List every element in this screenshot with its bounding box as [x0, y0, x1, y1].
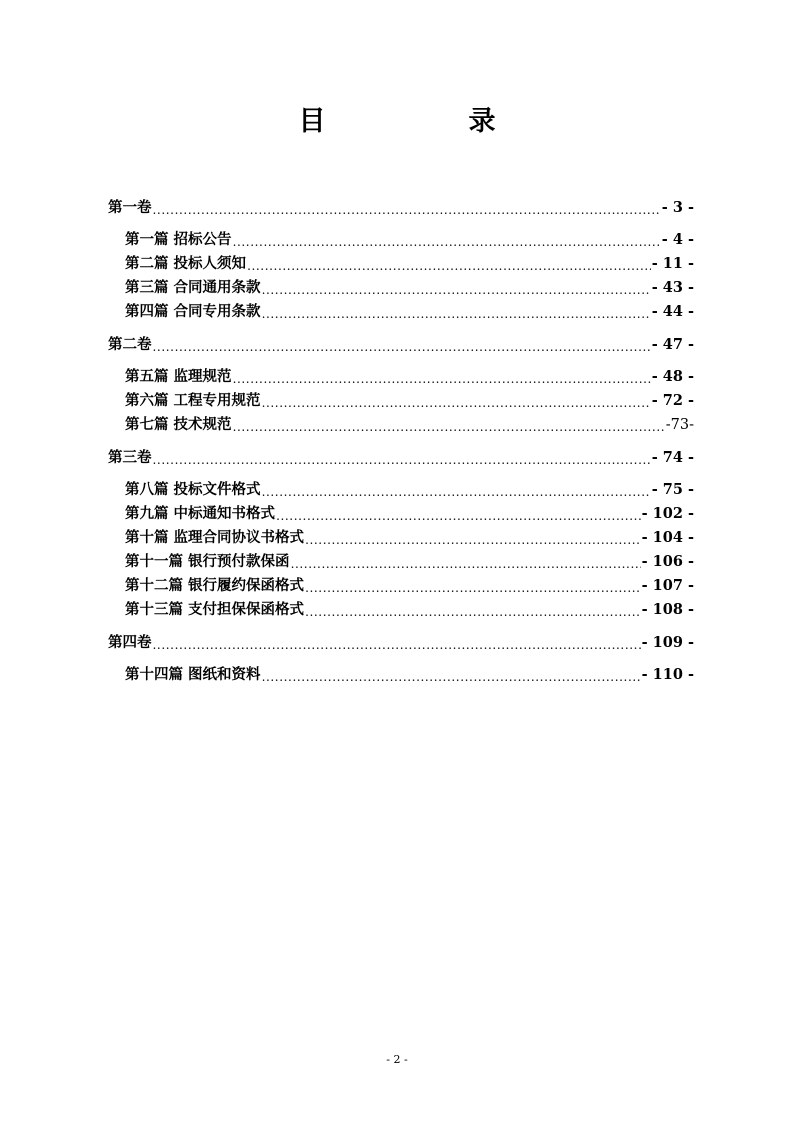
toc-entry-volume-3[interactable]: [108, 448, 694, 468]
toc-entry-page: -73-: [665, 417, 694, 433]
toc-entry-label: 第十三篇 支付担保保函格式: [125, 601, 305, 618]
toc-entry-label: 第八篇 投标文件格式: [125, 481, 261, 498]
toc-entry-part-1[interactable]: [125, 230, 694, 250]
toc-entry-page: - 106 -: [641, 553, 694, 570]
toc-entry-label: 第七篇 技术规范: [125, 416, 232, 433]
toc-entry-page: - 11 -: [651, 255, 694, 272]
toc-leader-dots: [233, 415, 665, 435]
toc-leader-dots: [153, 633, 641, 653]
toc-leader-dots: [262, 278, 651, 298]
toc-entry-page: - 74 -: [651, 449, 694, 466]
toc-entry-page: - 72 -: [651, 392, 694, 409]
toc-leader-dots: [305, 576, 641, 596]
toc-entry-label: 第一篇 招标公告: [125, 231, 232, 248]
toc-entry-page: - 44 -: [651, 303, 694, 320]
toc-leader-dots: [233, 367, 651, 387]
toc-entry-page: - 104 -: [641, 529, 694, 546]
toc-entry-label: 第十篇 监理合同协议书格式: [125, 529, 305, 546]
toc-leader-dots: [262, 391, 651, 411]
toc-entry-label: 第三卷: [108, 449, 152, 466]
toc-entry-label: 第二卷: [108, 336, 152, 353]
toc-entry-page: - 107 -: [641, 577, 694, 594]
toc-entry-part-4[interactable]: [125, 302, 694, 322]
toc-leader-dots: [153, 198, 661, 218]
toc-entry-page: - 48 -: [651, 368, 694, 385]
toc-leader-dots: [291, 552, 641, 572]
toc-entry-label: 第四卷: [108, 634, 152, 651]
toc-entry-label: 第十一篇 银行预付款保函: [125, 553, 290, 570]
toc-entry-part-11[interactable]: [125, 552, 694, 572]
toc-entry-part-6[interactable]: [125, 391, 694, 411]
toc-entry-volume-1[interactable]: [108, 198, 694, 218]
toc-entry-part-8[interactable]: [125, 480, 694, 500]
toc-entry-part-12[interactable]: [125, 576, 694, 596]
page-title: 目 录: [298, 106, 554, 137]
toc-entry-label: 第十二篇 银行履约保函格式: [125, 577, 305, 594]
toc-entry-part-2[interactable]: [125, 254, 694, 274]
toc-leader-dots: [276, 504, 641, 524]
toc-entry-page: - 3 -: [661, 199, 694, 216]
toc-entry-label: 第五篇 监理规范: [125, 368, 232, 385]
toc-entry-part-5[interactable]: [125, 367, 694, 387]
toc-entry-label: 第四篇 合同专用条款: [125, 303, 261, 320]
toc-entry-page: - 102 -: [641, 505, 694, 522]
toc-entry-label: 第九篇 中标通知书格式: [125, 505, 276, 522]
toc-entry-page: - 4 -: [661, 231, 694, 248]
toc-entry-page: - 47 -: [651, 336, 694, 353]
toc-entry-volume-4[interactable]: [108, 633, 694, 653]
toc-entry-page: - 108 -: [641, 601, 694, 618]
toc-entry-part-3[interactable]: [125, 278, 694, 298]
page-number-footer: - 2 -: [386, 1053, 408, 1066]
toc-entry-volume-2[interactable]: [108, 335, 694, 355]
toc-entry-part-9[interactable]: [125, 504, 694, 524]
toc-entry-label: 第一卷: [108, 199, 152, 216]
toc-entry-label: 第十四篇 图纸和资料: [125, 666, 261, 683]
toc-entry-part-7[interactable]: [125, 415, 694, 435]
toc-leader-dots: [153, 335, 651, 355]
toc-entry-page: - 109 -: [641, 634, 694, 651]
toc-entry-label: 第三篇 合同通用条款: [125, 279, 261, 296]
toc-leader-dots: [247, 254, 651, 274]
toc-entry-page: - 75 -: [651, 481, 694, 498]
toc-entry-label: 第六篇 工程专用规范: [125, 392, 261, 409]
toc-leader-dots: [262, 302, 651, 322]
toc-leader-dots: [153, 448, 651, 468]
toc-entry-label: 第二篇 投标人须知: [125, 255, 247, 272]
toc-entry-part-14[interactable]: [125, 665, 694, 685]
toc-entry-part-10[interactable]: [125, 528, 694, 548]
toc-leader-dots: [305, 600, 641, 620]
toc-leader-dots: [262, 665, 641, 685]
toc-leader-dots: [305, 528, 641, 548]
toc-leader-dots: [233, 230, 661, 250]
toc-entry-page: - 110 -: [641, 666, 694, 683]
toc-entry-part-13[interactable]: [125, 600, 694, 620]
toc-leader-dots: [262, 480, 651, 500]
toc-entry-page: - 43 -: [651, 279, 694, 296]
